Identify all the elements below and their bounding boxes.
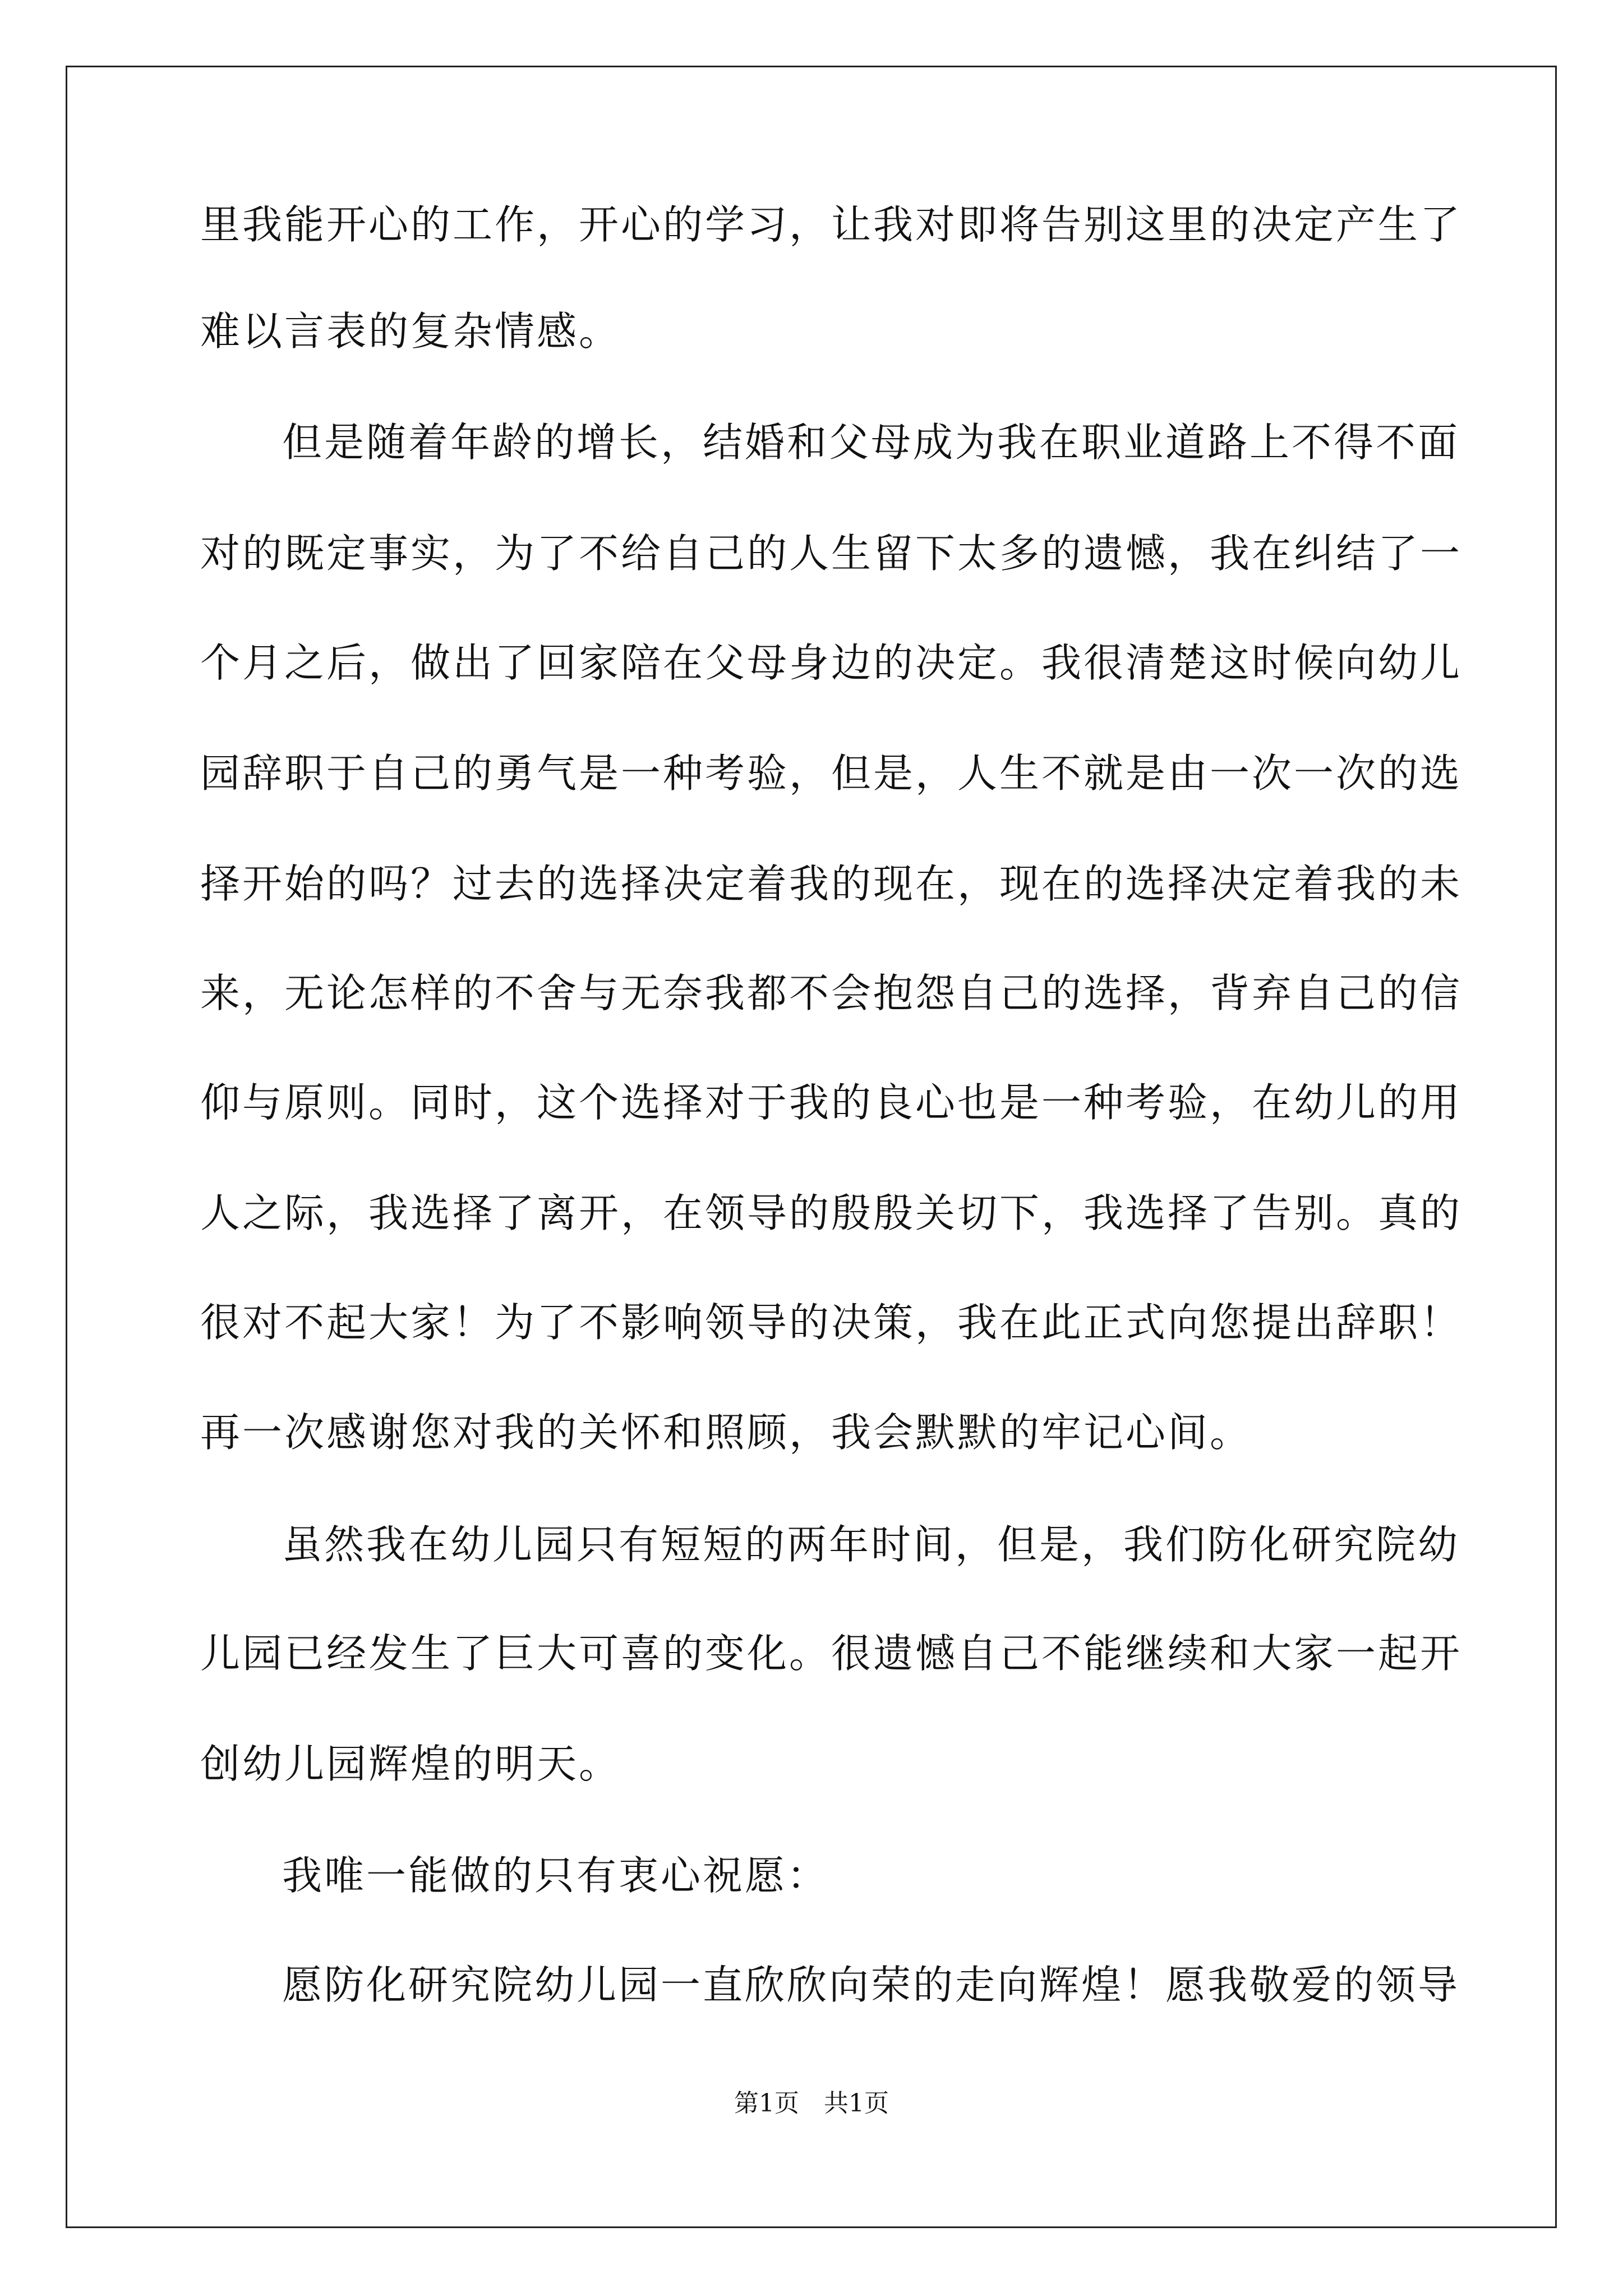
paragraph-2-line-8: 人之际，我选择了离开，在领导的殷殷关切下，我选择了告别。真的	[200, 1190, 1463, 1236]
paragraph-4-line-1: 我唯一能做的只有衷心祝愿：	[282, 1852, 829, 1899]
paragraph-2-line-7: 仰与原则。同时，这个选择对于我的良心也是一种考验，在幼儿的用	[200, 1079, 1463, 1126]
paragraph-3-line-3: 创幼儿园辉煌的明天。	[200, 1741, 621, 1787]
paragraph-2-line-2: 对的既定事实，为了不给自己的人生留下太多的遗憾，我在纠结了一	[200, 530, 1463, 577]
paragraph-3-line-2: 儿园已经发生了巨大可喜的变化。很遗憾自己不能继续和大家一起开	[200, 1630, 1463, 1677]
page-number-footer: 第1页 共1页	[734, 2089, 889, 2118]
paragraph-2-line-6: 来，无论怎样的不舍与无奈我都不会抱怨自己的选择，背弃自己的信	[200, 970, 1463, 1016]
paragraph-2-line-4: 园辞职于自己的勇气是一种考验，但是，人生不就是由一次一次的选	[200, 750, 1463, 797]
paragraph-2-line-1: 但是随着年龄的增长，结婚和父母成为我在职业道路上不得不面	[282, 419, 1460, 466]
paragraph-5-line-1: 愿防化研究院幼儿园一直欣欣向荣的走向辉煌！愿我敬爱的领导	[282, 1962, 1460, 2008]
paragraph-2-line-3: 个月之后，做出了回家陪在父母身边的决定。我很清楚这时候向幼儿	[200, 639, 1463, 686]
paragraph-2-line-5: 择开始的吗？过去的选择决定着我的现在，现在的选择决定着我的未	[200, 861, 1463, 907]
text-line-1: 里我能开心的工作，开心的学习，让我对即将告别这里的决定产生了	[200, 201, 1463, 248]
paragraph-2-line-10: 再一次感谢您对我的关怀和照顾，我会默默的牢记心间。	[200, 1409, 1252, 1456]
text-line-2: 难以言表的复杂情感。	[200, 308, 621, 355]
paragraph-2-line-9: 很对不起大家！为了不影响领导的决策，我在此正式向您提出辞职！	[200, 1299, 1463, 1346]
paragraph-3-line-1: 虽然我在幼儿园只有短短的两年时间，但是，我们防化研究院幼	[282, 1521, 1460, 1568]
